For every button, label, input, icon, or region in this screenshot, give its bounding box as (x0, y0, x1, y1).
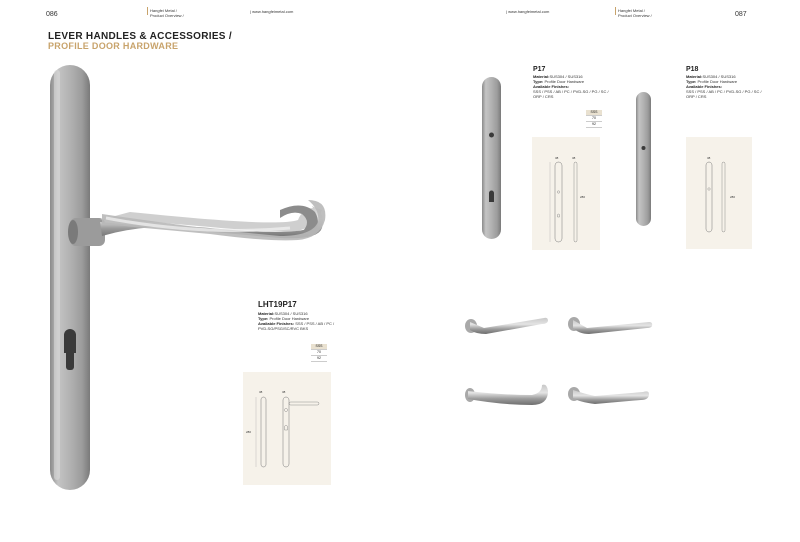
dim-label: 38 (282, 390, 286, 394)
product-spec-p17 (533, 74, 613, 99)
lever-handle-photo-3 (462, 375, 552, 411)
right-header-brand: Hangfei Metal / (618, 8, 645, 13)
type-value: Profile Door Hardware (544, 79, 585, 84)
product-spec-lht19p17 (258, 311, 338, 331)
right-header-url: | www.hangfeimetal.com (506, 9, 550, 14)
right-page-number: 087 (735, 11, 747, 18)
right-header-divider (615, 7, 616, 15)
finishes-label: Available Finishes: (686, 84, 723, 89)
product-spec-p18 (686, 74, 766, 99)
page-subtitle: PROFILE DOOR HARDWARE (48, 41, 179, 51)
swatch: SSS (311, 344, 327, 350)
p18-plate-photo (634, 90, 654, 228)
product-code-p17: P17 (533, 66, 546, 73)
finishes-label: Available Finishes: (533, 84, 570, 89)
right-header-sub: Product Overview / (618, 13, 652, 18)
left-page-number: 086 (46, 11, 58, 18)
swatch: 92 (586, 122, 602, 128)
dim-label: 38 (259, 390, 263, 394)
type-value: Profile Door Hardware (269, 316, 310, 321)
lever-handle-photo-4 (565, 378, 655, 408)
dim-label: 280 (730, 195, 736, 199)
technical-drawing-p18 (686, 137, 752, 249)
finish-swatches-p17 (586, 110, 602, 128)
product-code-p18: P18 (686, 66, 699, 73)
type-label: Type: (533, 79, 544, 84)
material-label: Material: (533, 74, 550, 79)
left-header-sub: Product Overview / (150, 13, 184, 18)
swatch: 70 (586, 116, 602, 122)
finishes-value: SSS / PSS / AB / PC / PVD-SG / PG / SC / ORP / CRS (533, 89, 609, 99)
swatch: 92 (311, 356, 327, 362)
product-code-lht19p17: LHT19P17 (258, 300, 297, 309)
technical-drawing-p17 (532, 137, 600, 250)
type-value: Profile Door Hardware (697, 79, 738, 84)
swatch: SSS (586, 110, 602, 116)
finishes-label: Available Finishes: (258, 321, 295, 326)
swatch: 70 (311, 350, 327, 356)
left-header-divider (147, 7, 148, 15)
dim-label: 38 (572, 156, 576, 160)
type-label: Type: (258, 316, 269, 321)
material-value: SUS304 / SUS316 (549, 74, 583, 79)
dim-label: 280 (580, 195, 586, 199)
technical-drawing-lht19p17 (243, 372, 331, 485)
material-value: SUS304 / SUS316 (702, 74, 736, 79)
material-label: Material: (258, 311, 275, 316)
material-label: Material: (686, 74, 703, 79)
dim-label: 38 (707, 156, 711, 160)
finishes-value: SSS / PSS / AB / PC / PVD-SG / PG / SC / ORP / CRS (686, 89, 762, 99)
left-header-brand: Hangfei Metal / (150, 8, 177, 13)
material-value: SUS304 / SUS316 (274, 311, 308, 316)
lever-handle-photo-1 (462, 308, 552, 340)
dim-label: 38 (555, 156, 559, 160)
dim-label: 280 (246, 430, 252, 434)
page-title: LEVER HANDLES & ACCESSORIES / (48, 31, 232, 42)
finishes-value: SSS / PSS / AB / PC / PVD-SG/PSG/SC/RVC BKS (258, 321, 335, 331)
p17-plate-photo (480, 75, 504, 241)
finish-swatches (311, 344, 327, 362)
type-label: Type: (686, 79, 697, 84)
left-header-url: | www.hangfeimetal.com (250, 9, 294, 14)
lever-handle-photo-2 (565, 310, 655, 338)
